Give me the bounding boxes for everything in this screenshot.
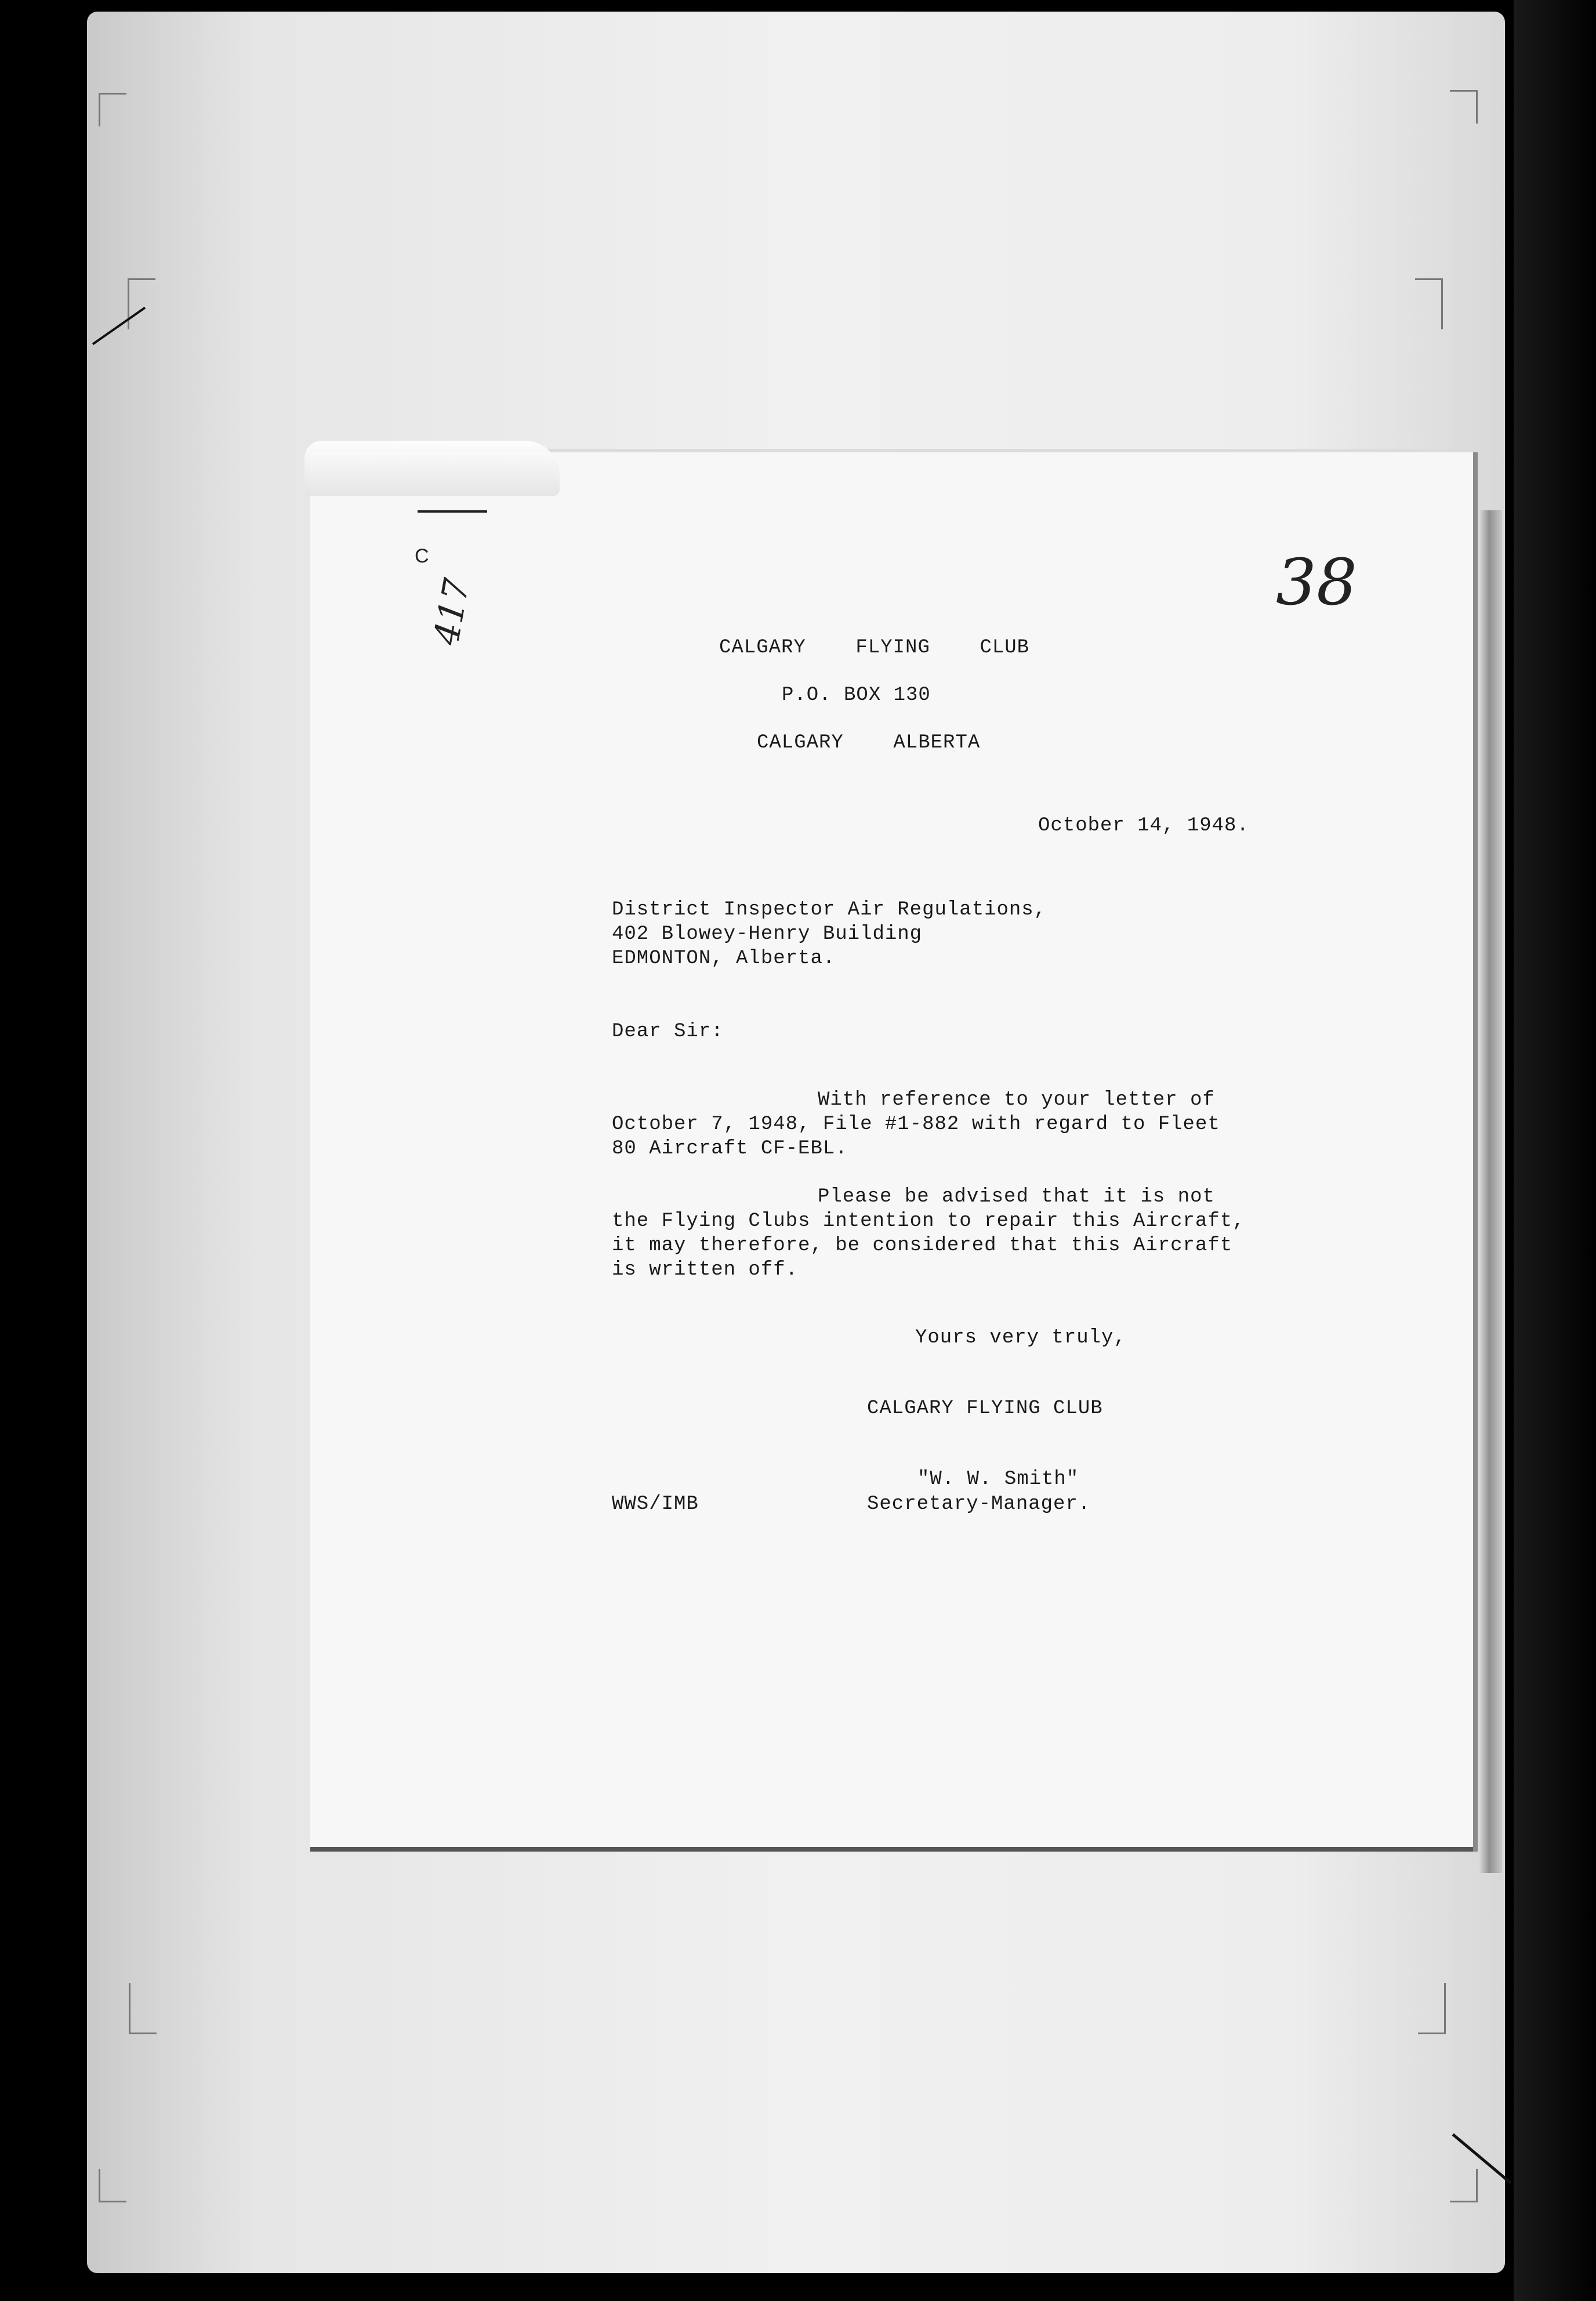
- body-line: October 7, 1948, File #1-882 with regard to Fleet: [612, 1113, 1220, 1135]
- letterhead-box: P.O. BOX 130: [782, 684, 931, 706]
- reference-initials: WWS/IMB: [612, 1493, 699, 1515]
- film-edge: [1514, 0, 1596, 2301]
- corner-mark: [99, 93, 126, 126]
- stamp-number: 417: [426, 575, 478, 648]
- letter-date: October 14, 1948.: [1038, 815, 1249, 837]
- corner-mark: [1450, 90, 1478, 124]
- club-name: CALGARY FLYING CLUB: [867, 1398, 1103, 1420]
- corner-mark: [128, 278, 155, 329]
- paper-fold: [304, 441, 560, 496]
- corner-mark: [129, 1983, 157, 2034]
- corner-mark: [1418, 1983, 1446, 2034]
- closing: Yours very truly,: [915, 1327, 1126, 1349]
- body-line: Please be advised that it is not: [818, 1186, 1215, 1208]
- signature: "W. W. Smith": [917, 1468, 1079, 1490]
- recipient-line: 402 Blowey-Henry Building: [612, 923, 923, 945]
- body-line: the Flying Clubs intention to repair this Aircraft,: [612, 1210, 1245, 1232]
- salutation: Dear Sir:: [612, 1021, 724, 1043]
- recipient-line: EDMONTON, Alberta.: [612, 948, 836, 970]
- body-line: is written off.: [612, 1259, 799, 1281]
- body-line: With reference to your letter of: [818, 1089, 1215, 1111]
- pen-mark: [418, 510, 487, 513]
- page-number: 38: [1276, 545, 1357, 619]
- signer-title: Secretary-Manager.: [867, 1493, 1091, 1515]
- letter-sheet: [310, 452, 1473, 1852]
- corner-mark: [1450, 2169, 1478, 2202]
- film-shadow: [1479, 510, 1502, 1873]
- body-line: it may therefore, be considered that this Aircraft: [612, 1235, 1233, 1257]
- recipient-line: District Inspector Air Regulations,: [612, 899, 1047, 921]
- corner-mark: [99, 2169, 126, 2202]
- letterhead-name: CALGARY FLYING CLUB: [719, 637, 1030, 659]
- corner-mark: [1415, 278, 1443, 329]
- letterhead-city: CALGARY ALBERTA: [757, 732, 981, 754]
- body-line: 80 Aircraft CF-EBL.: [612, 1138, 848, 1160]
- stamp-letter: C: [415, 545, 429, 567]
